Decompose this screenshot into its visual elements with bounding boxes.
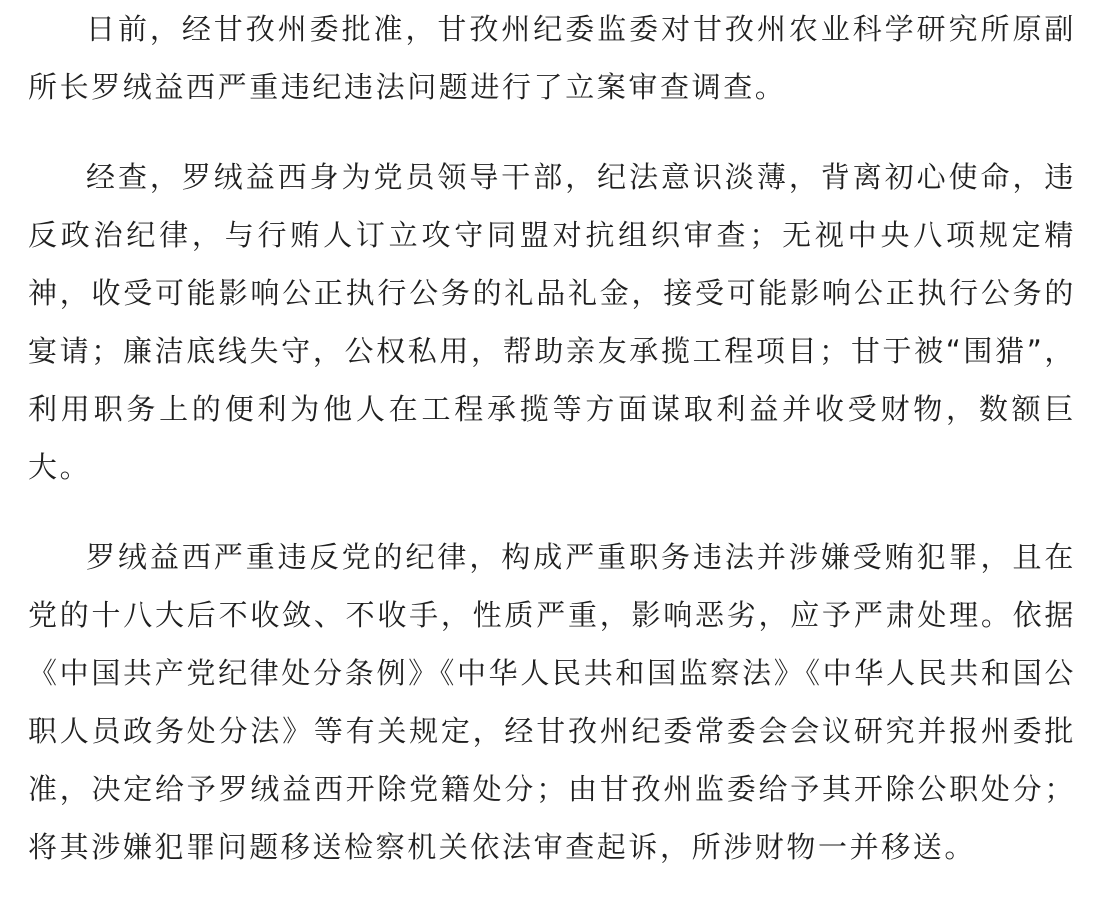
paragraph-case-filing: 日前，经甘孜州委批准，甘孜州纪委监委对甘孜州农业科学研究所原副所长罗绒益西严重违纪违法问题进行了立案审查调查。 (28, 12, 1076, 104)
article-body (28, 0, 1076, 876)
paragraph-disciplinary-decision: 罗绒益西严重违反党的纪律，构成严重职务违法并涉嫌受贿犯罪，且在党的十八大后不收敛、不收手，性质严重，影响恶劣，应予严肃处理。依据《中国共产党纪律处分条例》《中华人民共和国监察法》《中华人民共和国公职人员政务处分法》等有关规定，经甘孜州纪委常委会会议研究并报州委批准，决定给予罗绒益西开除党籍处分；由甘孜州监委给予其开除公职处分；将其涉嫌犯罪问题移送检察机关依法审查起诉，所涉财物一并移送。 (28, 540, 1076, 864)
paragraph-investigation-findings: 经查，罗绒益西身为党员领导干部，纪法意识淡薄，背离初心使命，违反政治纪律，与行贿人订立攻守同盟对抗组织审查；无视中央八项规定精神，收受可能影响公正执行公务的礼品礼金，接受可能影响公正执行公务的宴请；廉洁底线失守，公权私用，帮助亲友承揽工程项目；甘于被“围猎”，利用职务上的便利为他人在工程承揽等方面谋取利益并收受财物，数额巨大。 (28, 160, 1076, 484)
